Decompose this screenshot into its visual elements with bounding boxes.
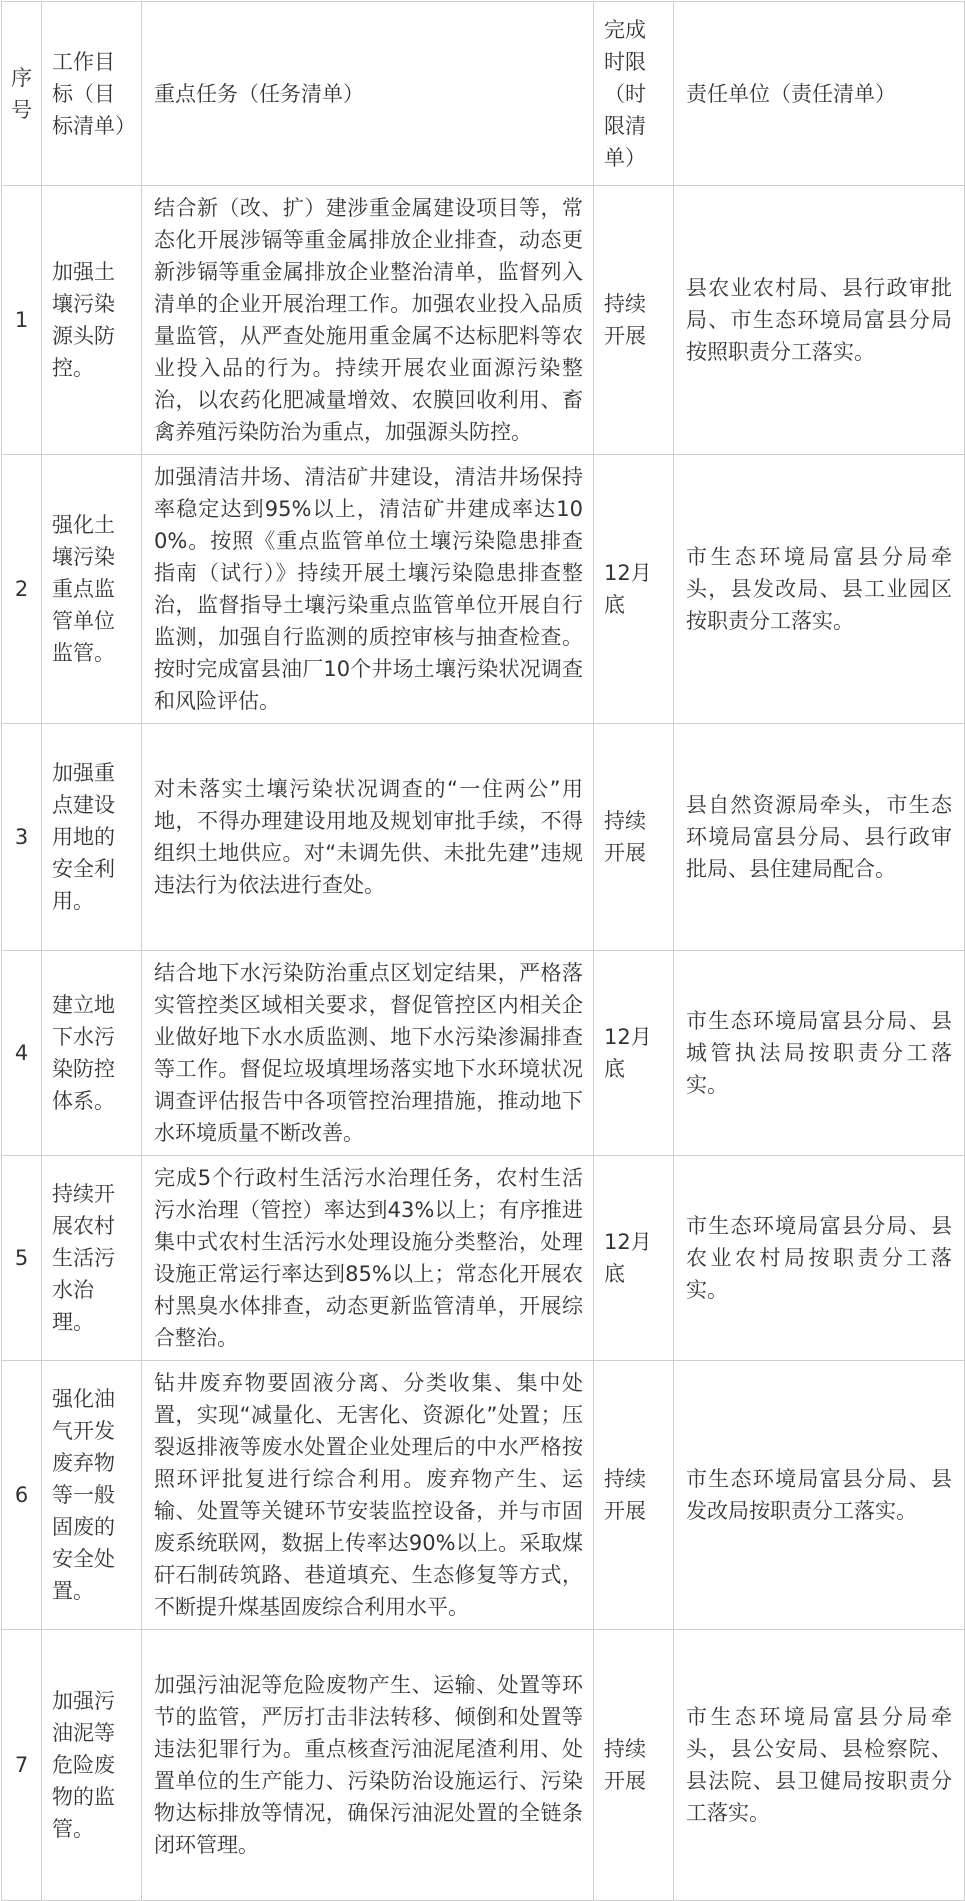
- table-row: [2, 455, 965, 724]
- table-row: [2, 1156, 965, 1361]
- row-deadline: 12月底: [594, 951, 674, 1156]
- row-task: 加强污油泥等危险废物产生、运输、处置等环节的监管，严厉打击非法转移、倾倒和处置等违法犯罪行为。重点核查污油泥尾渣利用、处置单位的生产能力、污染防治设施运行、污染物达标排放等情况，确保污油泥处置的全链条闭环管理。: [142, 1630, 594, 1901]
- row-deadline: 持续开展: [594, 1630, 674, 1901]
- row-no: 1: [2, 186, 42, 455]
- row-task: 加强清洁井场、清洁矿井建设，清洁井场保持率稳定达到95%以上，清洁矿井建成率达100%。按照《重点监管单位土壤污染隐患排查指南（试行）》持续开展土壤污染隐患排查整治，监督指导土壤污染重点监管单位开展自行监测，加强自行监测的质控审核与抽查检查。按时完成富县油厂10个井场土壤污染状况调查和风险评估。: [142, 455, 594, 724]
- row-responsible: 县自然资源局牵头，市生态环境局富县分局、县行政审批局、县住建局配合。: [674, 724, 965, 951]
- row-no: 3: [2, 724, 42, 951]
- row-task: 对未落实土壤污染状况调查的“一住两公”用地，不得办理建设用地及规划审批手续，不得组织土地供应。对“未调先供、未批先建”违规违法行为依法进行查处。: [142, 724, 594, 951]
- row-deadline: 持续开展: [594, 724, 674, 951]
- header-goal: 工作目标（目标清单）: [42, 2, 142, 186]
- row-goal: 持续开展农村生活污水治理。: [42, 1156, 142, 1361]
- row-no: 4: [2, 951, 42, 1156]
- header-deadline: 完成时限（时限清单）: [594, 2, 674, 186]
- table-row: [2, 186, 965, 455]
- row-no: 7: [2, 1630, 42, 1901]
- table-row: [2, 1361, 965, 1630]
- header-task: 重点任务（任务清单）: [142, 2, 594, 186]
- row-goal: 建立地下水污染防控体系。: [42, 951, 142, 1156]
- row-goal: 加强土壤污染源头防控。: [42, 186, 142, 455]
- row-goal: 强化土壤污染重点监管单位监管。: [42, 455, 142, 724]
- row-deadline: 12月底: [594, 1156, 674, 1361]
- table-row: [2, 951, 965, 1156]
- row-no: 5: [2, 1156, 42, 1361]
- row-goal: 强化油气开发废弃物等一般固废的安全处置。: [42, 1361, 142, 1630]
- row-responsible: 县农业农村局、县行政审批局、市生态环境局富县分局按照职责分工落实。: [674, 186, 965, 455]
- row-no: 2: [2, 455, 42, 724]
- row-task: 钻井废弃物要固液分离、分类收集、集中处置，实现“减量化、无害化、资源化”处置；压裂返排液等废水处置企业处理后的中水严格按照环评批复进行综合利用。废弃物产生、运输、处置等关键环节安装监控设备，并与市固废系统联网，数据上传率达90%以上。采取煤矸石制砖筑路、巷道填充、生态修复等方式，不断提升煤基固废综合利用水平。: [142, 1361, 594, 1630]
- row-task: 结合新（改、扩）建涉重金属建设项目等，常态化开展涉镉等重金属排放企业排查，动态更新涉镉等重金属排放企业整治清单，监督列入清单的企业开展治理工作。加强农业投入品质量监管，从严查处施用重金属不达标肥料等农业投入品的行为。持续开展农业面源污染整治，以农药化肥减量增效、农膜回收利用、畜禽养殖污染防治为重点，加强源头防控。: [142, 186, 594, 455]
- table-row: [2, 1630, 965, 1901]
- row-goal: 加强污油泥等危险废物的监管。: [42, 1630, 142, 1901]
- row-deadline: 持续开展: [594, 186, 674, 455]
- row-responsible: 市生态环境局富县分局、县城管执法局按职责分工落实。: [674, 951, 965, 1156]
- row-responsible: 市生态环境局富县分局、县农业农村局按职责分工落实。: [674, 1156, 965, 1361]
- row-deadline: 持续开展: [594, 1361, 674, 1630]
- row-task: 结合地下水污染防治重点区划定结果，严格落实管控类区域相关要求，督促管控区内相关企业做好地下水水质监测、地下水污染渗漏排查等工作。督促垃圾填埋场落实地下水环境状况调查评估报告中各项管控治理措施，推动地下水环境质量不断改善。: [142, 951, 594, 1156]
- row-task: 完成5个行政村生活污水治理任务，农村生活污水治理（管控）率达到43%以上；有序推进集中式农村生活污水处理设施分类整治，处理设施正常运行率达到85%以上；常态化开展农村黑臭水体排查，动态更新监管清单，开展综合整治。: [142, 1156, 594, 1361]
- row-responsible: 市生态环境局富县分局牵头，县发改局、县工业园区按职责分工落实。: [674, 455, 965, 724]
- table-row: [2, 724, 965, 951]
- task-table: [1, 1, 965, 1901]
- row-responsible: 市生态环境局富县分局牵头，县公安局、县检察院、县法院、县卫健局按职责分工落实。: [674, 1630, 965, 1901]
- table-header-row: [2, 2, 965, 186]
- row-deadline: 12月底: [594, 455, 674, 724]
- header-no: 序号: [2, 2, 42, 186]
- row-goal: 加强重点建设用地的安全利用。: [42, 724, 142, 951]
- header-responsible: 责任单位（责任清单）: [674, 2, 965, 186]
- row-no: 6: [2, 1361, 42, 1630]
- row-responsible: 市生态环境局富县分局、县发改局按职责分工落实。: [674, 1361, 965, 1630]
